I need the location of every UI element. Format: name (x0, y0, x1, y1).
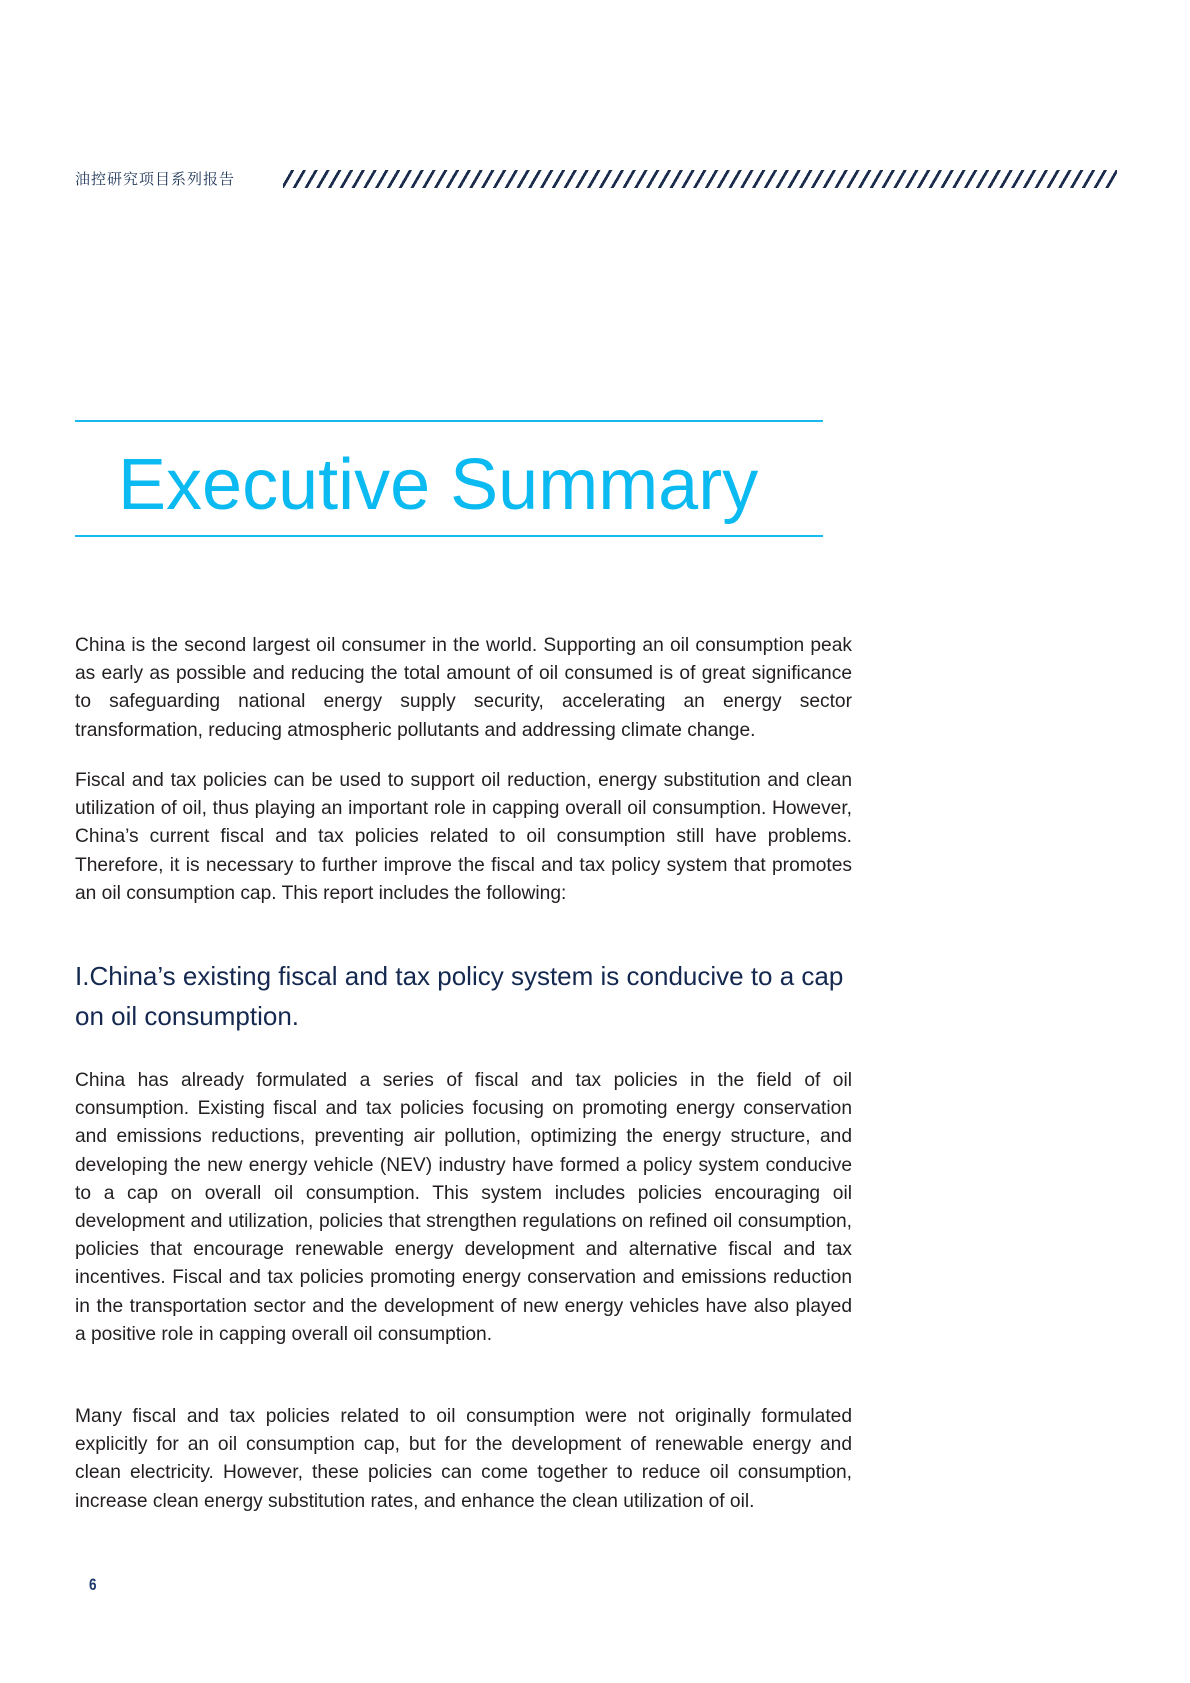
intro-paragraph-2: Fiscal and tax policies can be used to support oil reduction, energy substitution and clean utilization of oil, thus playing an important role in capping overall oil consumption. However, China’s current fiscal and tax policies related to oil consumption still have problems. Therefore, it is necessary to further improve the fiscal and tax policy system that promotes an oil consumption cap. This report includes the following: (75, 770, 852, 904)
page-title: Executive Summary (118, 445, 759, 525)
section-paragraph-1: China has already formulated a series of fiscal and tax policies in the field of oil consumption. Existing fiscal and tax policies focusing on promoting energy conservation and emissions reductions, preventing air pollution, optimizing the energy structure, and developing the new energy vehicle (NEV) industry have formed a policy system conducive to a cap on overall oil consumption. This system includes policies encouraging oil development and utilization, policies that strengthen regulations on refined oil consumption, policies that encourage renewable energy development and alternative fiscal and tax incentives. Fiscal and tax policies promoting energy conservation and emissions reduction in the transportation sector and the development of new energy vehicles have also played a positive role in capping overall oil consumption. (75, 1070, 852, 1345)
intro-paragraph-1: China is the second largest oil consumer in the world. Supporting an oil consumption peak as early as possible and reducing the total amount of oil consumed is of great significance to safeguarding national energy supply security, accelerating an energy sector transformation, reducing atmospheric pollutants and addressing climate change. (75, 635, 852, 741)
running-header: 油控研究项目系列报告 (75, 170, 236, 188)
title-bottom-rule (75, 535, 823, 537)
section-heading: I.China’s existing fiscal and tax policy system is conducive to a cap on oil consumption. (75, 961, 844, 1031)
section-paragraph-2: Many fiscal and tax policies related to oil consumption were not originally formulated explicitly for an oil consumption cap, but for the development of renewable energy and clean electricity. However, these policies can come together to reduce oil consumption, increase clean energy substitution rates, and enhance the clean utilization of oil. (75, 1406, 852, 1512)
title-top-rule (75, 420, 823, 422)
header-hatch-decoration (283, 170, 1117, 188)
page-number: 6 (89, 1575, 97, 1594)
